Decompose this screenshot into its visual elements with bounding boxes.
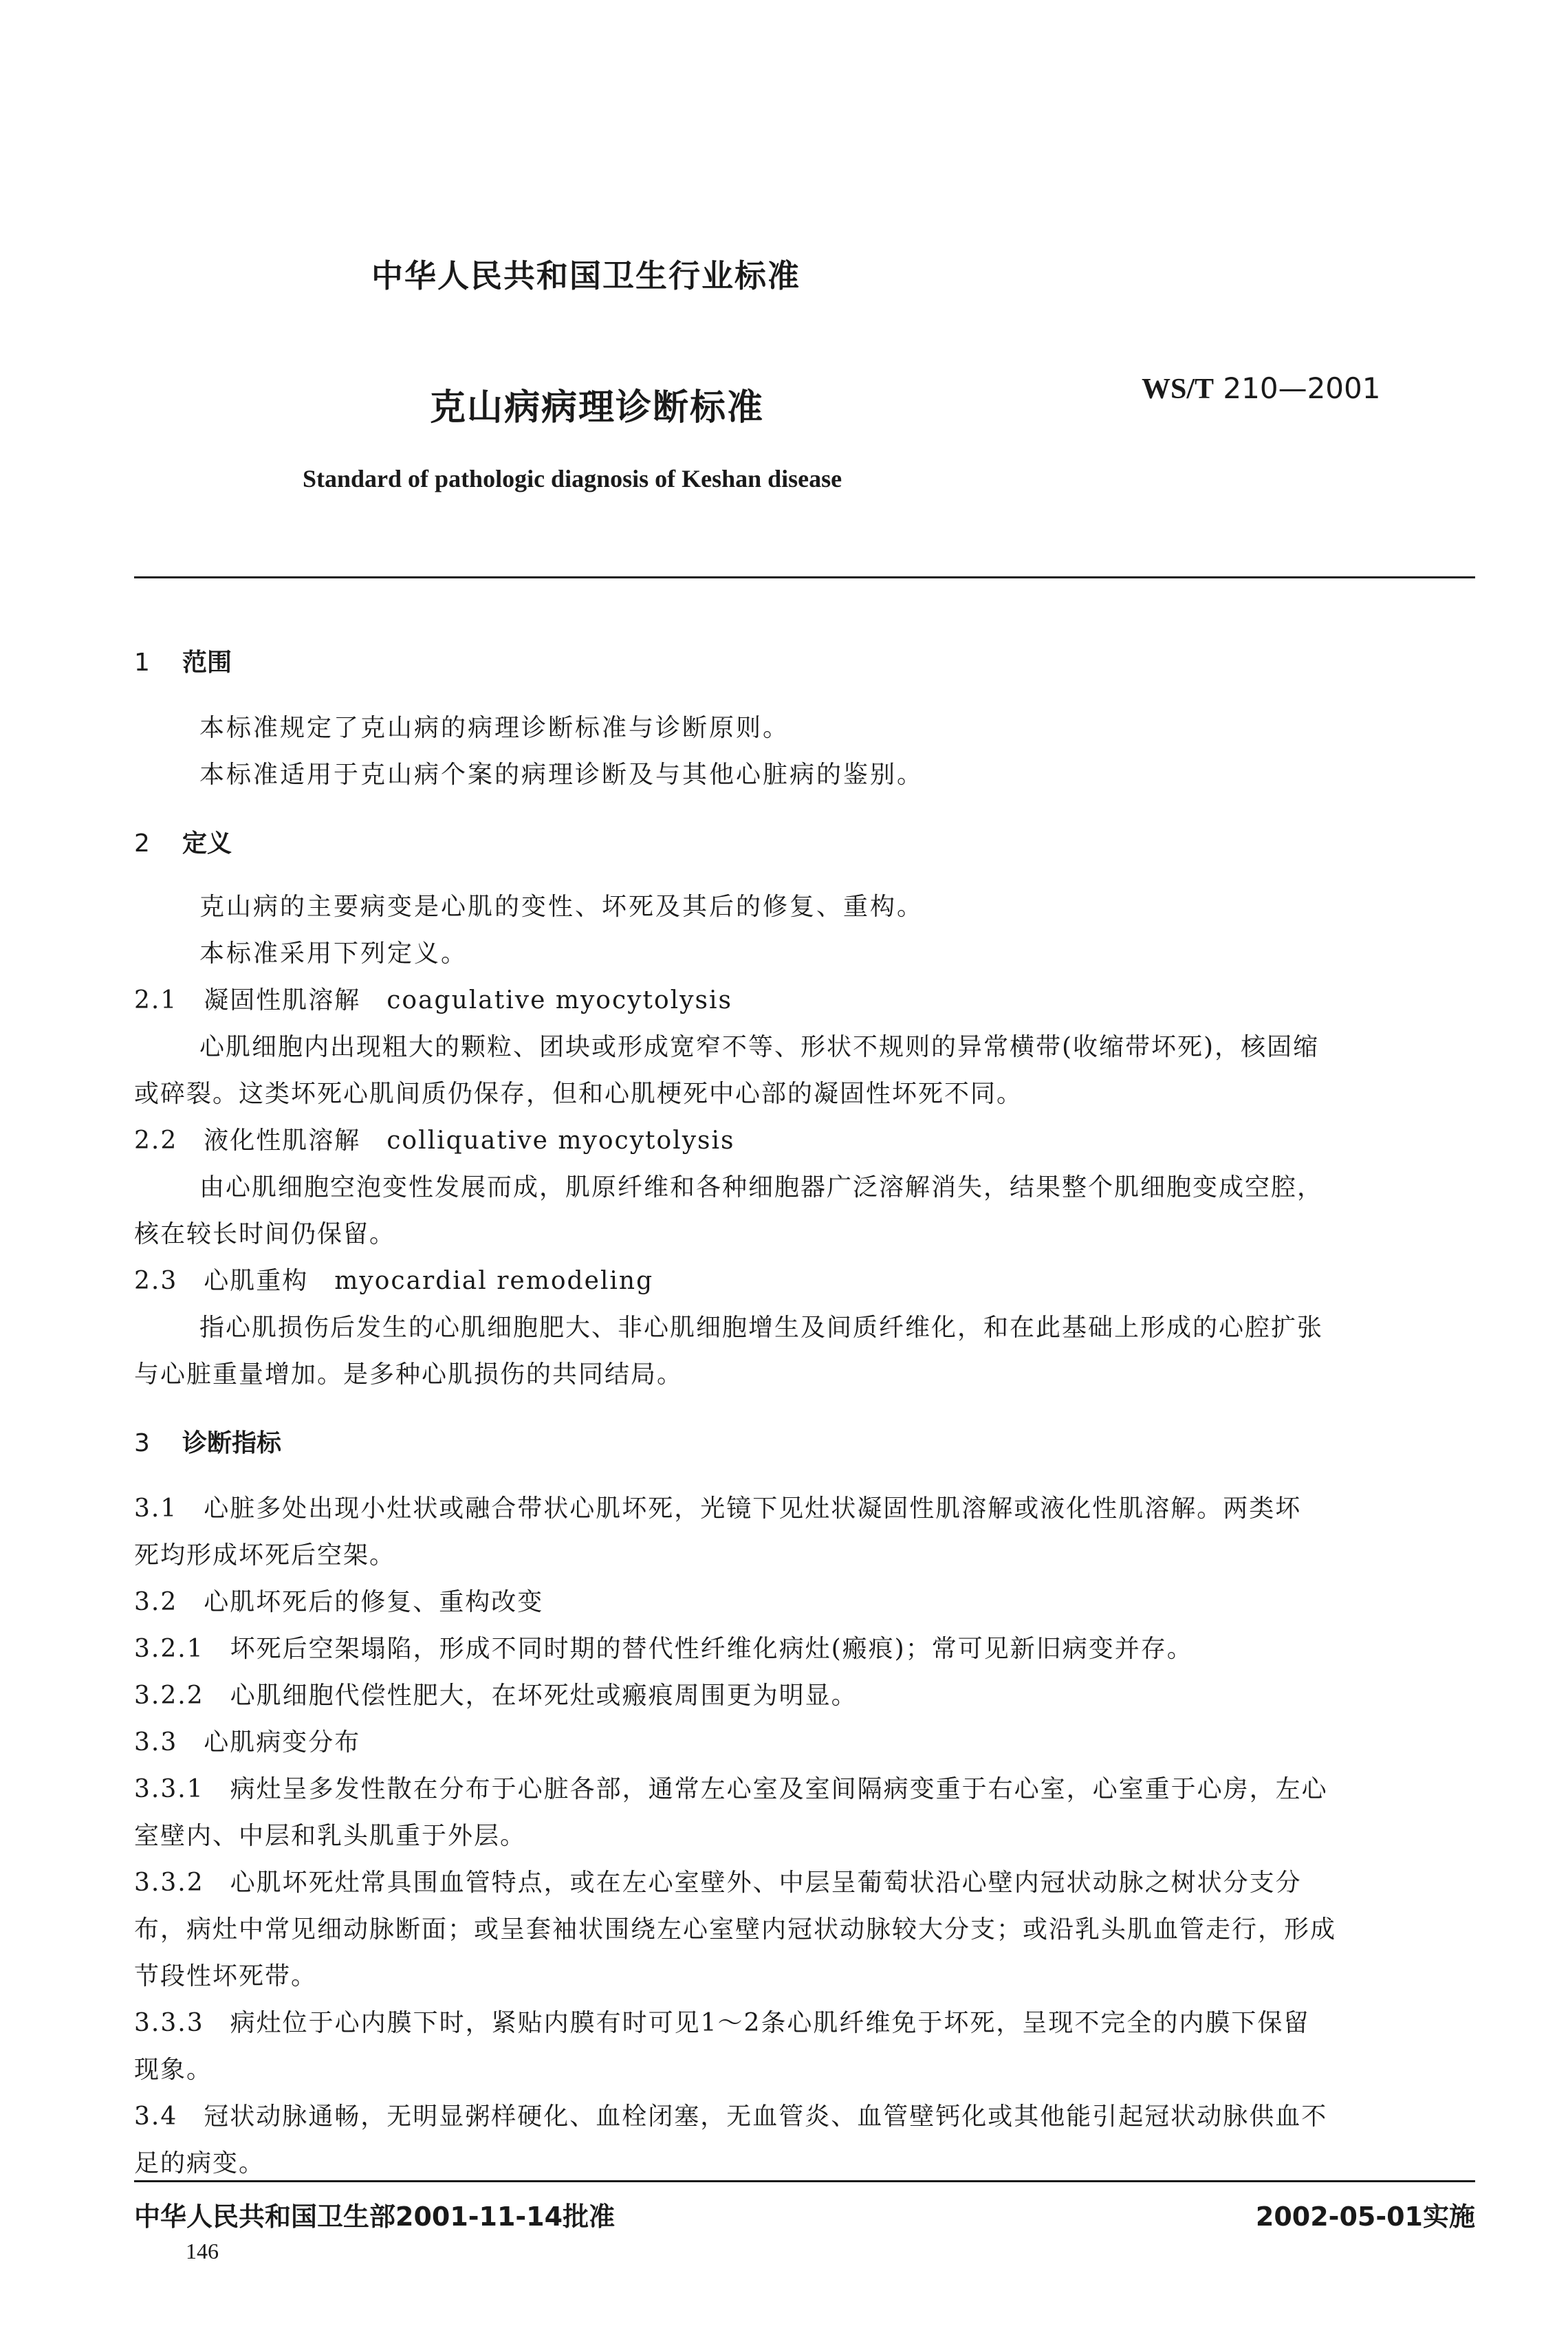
english-title: Standard of pathologic diagnosis of Keshan disease <box>303 465 842 492</box>
definition-2-2-line-1: 由心肌细胞空泡变性发展而成，肌原纤维和各种细胞器广泛溶解消失，结果整个肌细胞变成空腔， <box>199 1173 1324 1202</box>
item-3-4-line-1: 3.4 冠状动脉通畅，无明显粥样硬化、血栓闭塞，无血管炎、血管壁钙化或其他能引起冠状动脉供血不 <box>134 2102 1328 2131</box>
section-1-paragraph-2: 本标准适用于克山病个案的病理诊断及与其他心脏病的鉴别。 <box>199 761 924 789</box>
section-1-title: 范围 <box>182 649 232 677</box>
item-3-1-line-2: 死均形成坏死后空架。 <box>134 1541 396 1569</box>
item-3-4-line-2: 足的病变。 <box>134 2149 265 2177</box>
definition-2-3-heading: 2.3 心肌重构 myocardial remodeling <box>134 1267 654 1295</box>
definition-2-3-line-2: 与心脏重量增加。是多种心肌损伤的共同结局。 <box>134 1360 684 1389</box>
item-3-2-2: 3.2.2 心肌细胞代偿性肥大，在坏死灶或瘢痕周围更为明显。 <box>134 1682 858 1710</box>
standard-code-prefix: WS/T <box>1142 373 1215 405</box>
effective-date: 2002-05-01实施 <box>1255 2202 1475 2232</box>
section-2-paragraph-2: 本标准采用下列定义。 <box>199 939 468 968</box>
item-3-3: 3.3 心肌病变分布 <box>134 1728 361 1757</box>
definition-2-2-line-2: 核在较长时间仍保留。 <box>134 1220 396 1248</box>
item-3-3-2-line-2: 布，病灶中常见细动脉断面；或呈套袖状围绕左心室壁内冠状动脉较大分支；或沿乳头肌血管走行，形成 <box>134 1915 1337 1944</box>
approval-date: 中华人民共和国卫生部2001-11-14批准 <box>134 2202 616 2232</box>
section-1-number: 1 <box>134 649 150 677</box>
page-number: 146 <box>186 2239 219 2263</box>
section-1-paragraph-1: 本标准规定了克山病的病理诊断标准与诊断原则。 <box>199 714 790 742</box>
definition-2-1-line-2: 或碎裂。这类坏死心肌间质仍保存，但和心肌梗死中心部的凝固性坏死不同。 <box>134 1080 1023 1108</box>
section-2-number: 2 <box>134 829 150 858</box>
header-rule <box>134 576 1475 578</box>
standard-organization: 中华人民共和国卫生行业标准 <box>371 257 801 294</box>
section-1-heading <box>134 643 232 678</box>
definition-2-1-line-1: 心肌细胞内出现粗大的颗粒、团块或形成宽窄不等、形状不规则的异常横带(收缩带坏死)，核固缩 <box>199 1033 1320 1061</box>
section-3-heading <box>134 1424 281 1459</box>
item-3-3-2-line-3: 节段性坏死带。 <box>134 1962 318 1990</box>
definition-2-1-heading: 2.1 凝固性肌溶解 coagulative myocytolysis <box>134 986 732 1014</box>
section-2-title: 定义 <box>182 829 232 858</box>
item-3-2-1: 3.2.1 坏死后空架塌陷，形成不同时期的替代性纤维化病灶(瘢痕)；常可见新旧病变并存。 <box>134 1635 1193 1663</box>
document-title: 克山病病理诊断标准 <box>430 387 765 428</box>
section-3-title: 诊断指标 <box>182 1429 282 1457</box>
item-3-3-3-line-2: 现象。 <box>134 2056 213 2084</box>
section-2-heading <box>134 824 232 859</box>
footer-rule <box>134 2180 1475 2182</box>
definition-2-2-heading: 2.2 液化性肌溶解 colliquative myocytolysis <box>134 1127 735 1155</box>
item-3-3-1-line-1: 3.3.1 病灶呈多发性散在分布于心脏各部，通常左心室及室间隔病变重于右心室，心室重于心房，左心 <box>134 1775 1328 1803</box>
item-3-1-line-1: 3.1 心脏多处出现小灶状或融合带状心肌坏死，光镜下见灶状凝固性肌溶解或液化性肌溶解。两类坏 <box>134 1494 1302 1523</box>
item-3-3-3-line-1: 3.3.3 病灶位于心内膜下时，紧贴内膜有时可见1～2条心肌纤维免于坏死，呈现不完全的内膜下保留 <box>134 2009 1310 2037</box>
section-2-paragraph-1: 克山病的主要病变是心肌的变性、坏死及其后的修复、重构。 <box>199 893 924 921</box>
standard-code-number: 210—2001 <box>1223 371 1381 405</box>
section-3-number: 3 <box>134 1429 150 1457</box>
definition-2-3-line-1: 指心肌损伤后发生的心肌细胞肥大、非心肌细胞增生及间质纤维化，和在此基础上形成的心腔扩张 <box>199 1314 1324 1342</box>
item-3-3-1-line-2: 室壁内、中层和乳头肌重于外层。 <box>134 1822 527 1850</box>
item-3-2: 3.2 心肌坏死后的修复、重构改变 <box>134 1588 544 1616</box>
standard-code <box>1142 371 1380 406</box>
item-3-3-2-line-1: 3.3.2 心肌坏死灶常具围血管特点，或在左心室壁外、中层呈葡萄状沿心壁内冠状动脉之树状分支分 <box>134 1869 1302 1897</box>
